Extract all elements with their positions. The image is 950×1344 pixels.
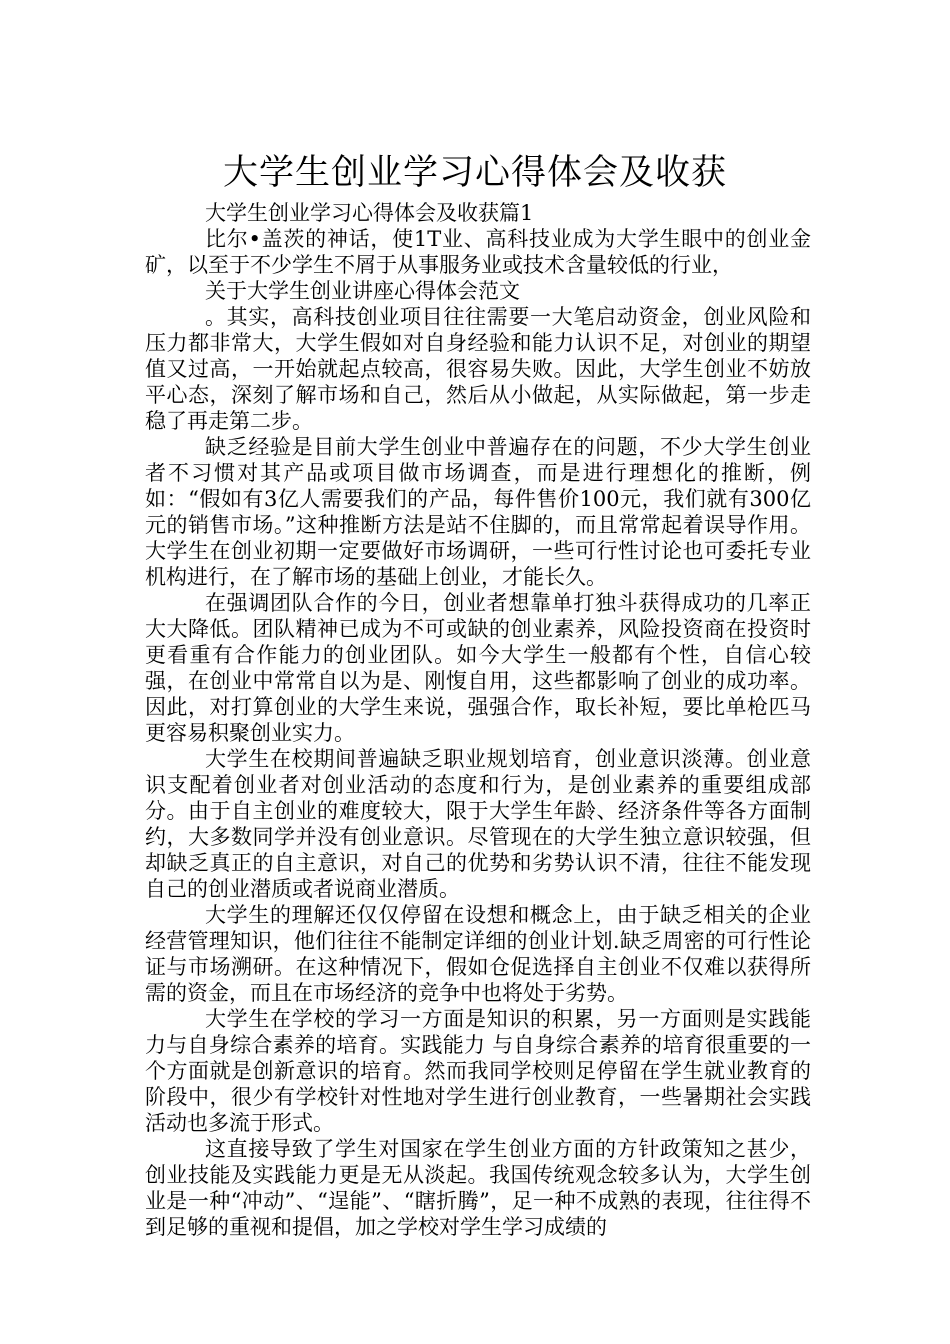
section-heading: 关于大学生创业讲座心得体会范文 [205, 279, 520, 303]
paragraph: 在强调团队合作的今日，创业者想靠单打独斗获得成功的几率正大大降低。团队精神已成为不可或缺的创业素养，风险投资商在投资时更看重有合作能力的创业团队。如今大学生一般都有个性，自信心较强，在创业中常常自以为是、刚愎自用，这些都影响了创业的成功率。因此，对打算创业的大学生来说，强强合作，取长补短，要比单枪匹马更容易积聚创业实力。 [145, 591, 811, 745]
paragraph: 比尔•盖茨的神话，使1T业、高科技业成为大学生眼中的创业金矿，以至于不少学生不屑于从事服务业或技术含量较低的行业， [145, 227, 811, 277]
paragraph: 这直接导致了学生对国家在学生创业方面的方针政策知之甚少，创业技能及实践能力更是无从淡起。我国传统观念较多认为，大学生创业是一种“冲动”、“逞能”、“瞎折腾”，足一种不成熟的表现，往往得不到足够的重视和提倡，加之学校对学生学习成绩的 [145, 1137, 811, 1239]
paragraph: 。其实，高科技创业项目往往需要一大笔启动资金，创业风险和压力都非常大，大学生假如对自身经验和能力认识不足，对创业的期望值又过高，一开始就起点较高，很容易失败。因此，大学生创业不妨放平心态，深刻了解市场和自己，然后从小做起，从实际做起，第一步走稳了再走第二步。 [145, 305, 811, 433]
paragraph: 大学生在校期间普遍缺乏职业规划培育，创业意识淡薄。创业意识支配着创业者对创业活动的态度和行为，是创业素养的重要组成部分。由于自主创业的难度较大，限于大学生年龄、经济条件等各方面制约，大多数同学并没有创业意识。尽管现在的大学生独立意识较强，但却缺乏真正的自主意识，对自己的优势和劣势认识不清，往往不能发现自己的创业潜质或者说商业潜质。 [145, 747, 811, 901]
paragraph: 大学生的理解还仅仅停留在设想和概念上，由于缺乏相关的企业经营管理知识，他们往往不能制定详细的创业计划.缺乏周密的可行性论证与市场溯研。在这种情况下，假如仓促选择自主创业不仅难以获得所需的资金，而且在市场经济的竞争中也将处于劣势。 [145, 903, 811, 1005]
document-body [145, 200, 811, 1240]
section-heading: 大学生创业学习心得体会及收获篇1 [205, 201, 534, 225]
document-title: 大学生创业学习心得体会及收获 [222, 153, 727, 194]
paragraph: 缺乏经验是目前大学生创业中普遍存在的问题，不少大学生创业者不习惯对其产品或项目做市场调查，而是进行理想化的推断，例如：“假如有3亿人需要我们的产品，每件售价100元，我们就有300亿元的销售市场。”这种推断方法是站不住脚的，而且常常起着误导作用。大学生在创业初期一定要做好市场调研，一些可行性讨论也可委托专业机构进行，在了解市场的基础上创业，才能长久。 [145, 435, 811, 589]
paragraph: 大学生在学校的学习一方面是知识的积累，另一方面则是实践能力与自身综合素养的培育。实践能力 与自身综合素养的培育很重要的一个方面就是创新意识的培育。然而我同学校则足停留在学生就业教育的阶段中，很少有学校针对性地对学生进行创业教育，一些暑期社会实践活动也多流于形式。 [145, 1007, 811, 1135]
